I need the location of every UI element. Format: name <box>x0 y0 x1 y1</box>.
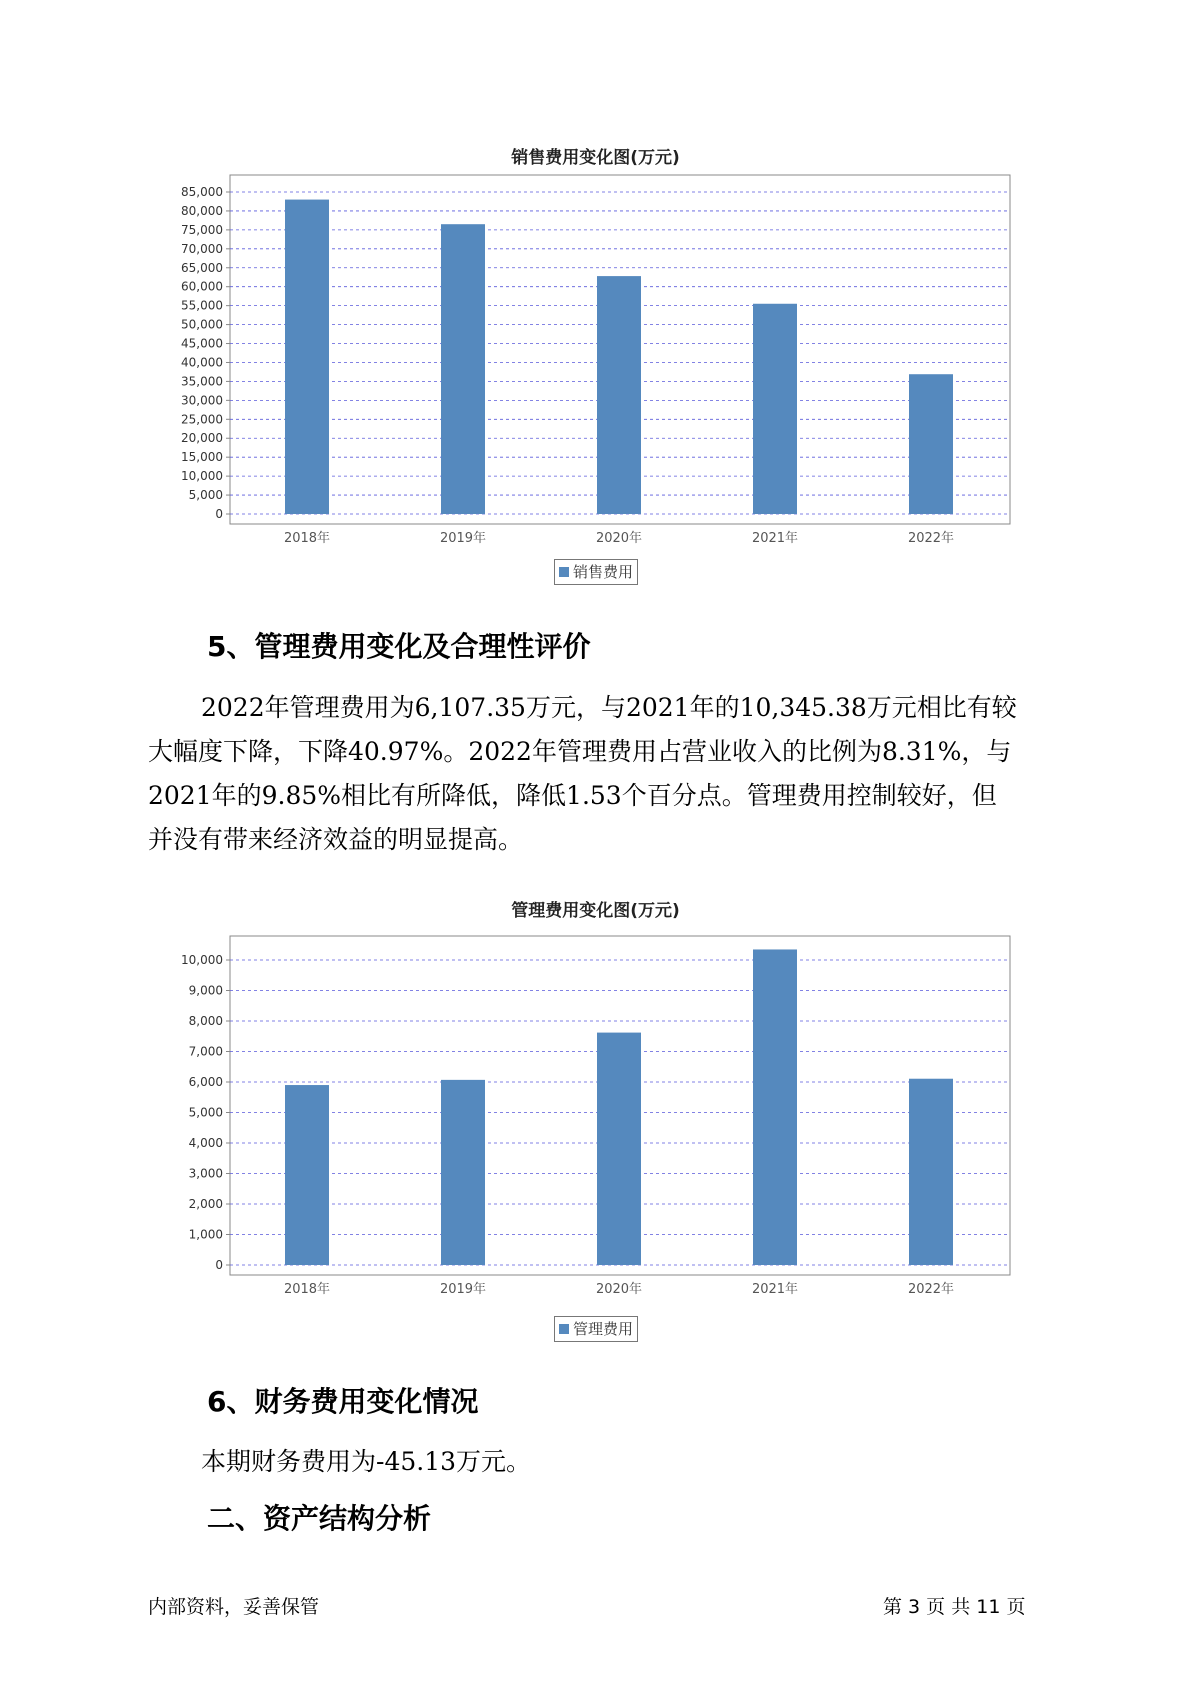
bar <box>441 1080 485 1265</box>
section-6-heading: 6、财务费用变化情况 <box>207 1385 479 1418</box>
y-tick-label: 60,000 <box>181 279 223 294</box>
x-tick-label: 2018年 <box>283 1282 331 1297</box>
y-tick-label: 8,000 <box>188 1014 223 1028</box>
bar <box>909 1079 953 1265</box>
y-tick-label: 3,000 <box>188 1166 223 1181</box>
y-tick-label: 0 <box>215 507 223 521</box>
paragraph-line: 2021年的9.85%相比有所降低，降低1.53个百分点。管理费用控制较好，但 <box>148 781 997 810</box>
y-tick-label: 10,000 <box>181 953 223 967</box>
y-tick-label: 80,000 <box>181 203 223 218</box>
y-tick-label: 85,000 <box>181 185 223 199</box>
chart-title: 管理费用变化图(万元) <box>511 901 680 921</box>
footer-page-number: 第 3 页 共 11 页 <box>883 1596 1026 1618</box>
chart-title: 销售费用变化图(万元) <box>511 148 680 168</box>
x-tick-label: 2021年 <box>751 1282 799 1297</box>
y-tick-label: 40,000 <box>181 355 223 370</box>
y-tick-label: 2,000 <box>188 1197 223 1211</box>
y-tick-label: 65,000 <box>181 260 223 275</box>
y-tick-label: 50,000 <box>181 317 223 332</box>
y-tick-label: 15,000 <box>181 450 223 465</box>
y-tick-label: 55,000 <box>181 298 223 313</box>
y-tick-label: 5,000 <box>188 1105 223 1120</box>
footer-left: 内部资料，妥善保管 <box>148 1596 320 1618</box>
y-tick-label: 1,000 <box>188 1227 223 1242</box>
legend-swatch <box>559 1324 569 1334</box>
y-tick-label: 10,000 <box>181 469 223 484</box>
y-tick-label: 4,000 <box>188 1136 223 1150</box>
chart-legend <box>554 1316 638 1342</box>
x-tick-label: 2021年 <box>751 531 799 546</box>
bar <box>597 1033 641 1265</box>
y-tick-label: 45,000 <box>181 336 223 351</box>
x-tick-label: 2019年 <box>439 1282 487 1297</box>
legend-label: 销售费用 <box>573 563 634 581</box>
y-tick-label: 30,000 <box>181 393 223 408</box>
y-tick-label: 35,000 <box>181 374 223 389</box>
y-tick-label: 70,000 <box>181 241 223 256</box>
y-tick-label: 7,000 <box>188 1044 223 1059</box>
x-tick-label: 2022年 <box>907 531 955 546</box>
paragraph-line: 2022年管理费用为6,107.35万元，与2021年的10,345.38万元相比有较 <box>201 693 1017 722</box>
x-tick-label: 2019年 <box>439 531 487 546</box>
y-tick-label: 0 <box>215 1258 223 1272</box>
y-tick-label: 75,000 <box>181 222 223 237</box>
section-6-paragraph: 本期财务费用为-45.13万元。 <box>201 1447 532 1476</box>
paragraph-line: 并没有带来经济效益的明显提高。 <box>148 825 524 854</box>
section-two-heading: 二、资产结构分析 <box>207 1502 432 1535</box>
x-tick-label: 2018年 <box>283 531 331 546</box>
y-tick-label: 9,000 <box>188 983 223 998</box>
y-tick-label: 25,000 <box>181 412 223 427</box>
bar <box>285 1085 329 1265</box>
bar <box>753 949 797 1265</box>
y-tick-label: 20,000 <box>181 431 223 446</box>
paragraph-line: 大幅度下降，下降40.97%。2022年管理费用占营业收入的比例为8.31%，与 <box>148 737 1012 766</box>
x-tick-label: 2022年 <box>907 1282 955 1297</box>
section-5-heading: 5、管理费用变化及合理性评价 <box>207 630 591 663</box>
x-tick-label: 2020年 <box>595 531 643 546</box>
x-tick-label: 2020年 <box>595 1282 643 1297</box>
y-tick-label: 6,000 <box>188 1075 223 1089</box>
y-tick-label: 5,000 <box>188 488 223 503</box>
legend-label: 管理费用 <box>573 1320 634 1338</box>
